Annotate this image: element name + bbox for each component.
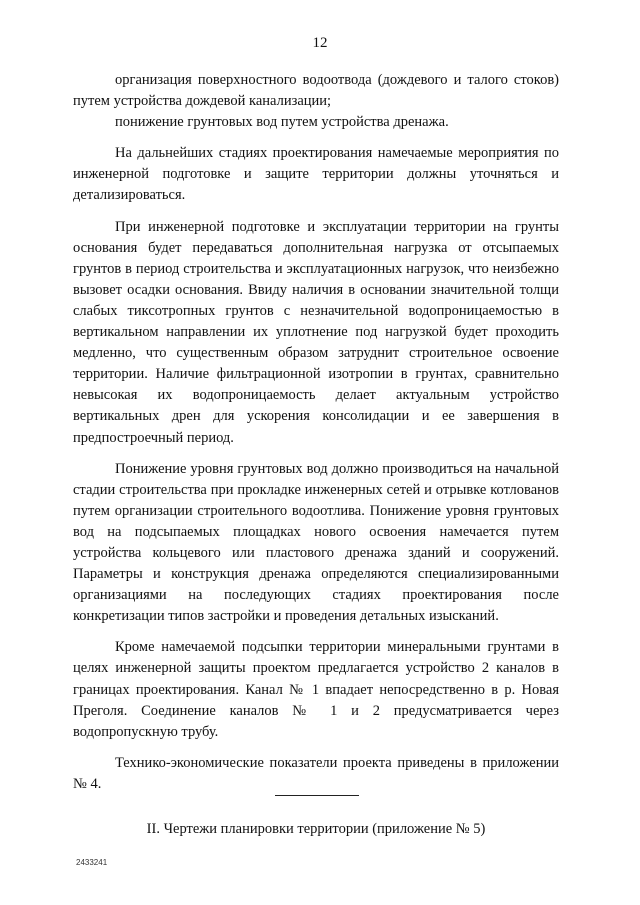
paragraph-indicators: Технико-экономические показатели проекта приведены в приложении № 4. bbox=[73, 754, 559, 792]
body-text bbox=[73, 70, 559, 839]
page-number: 12 bbox=[312, 35, 328, 51]
section-heading: II. Чертежи планировки территории (приложение № 5) bbox=[146, 821, 486, 837]
paragraph-groundwater-lowering: понижение грунтовых вод путем устройства дренажа. bbox=[115, 114, 449, 131]
paragraph-soil-load: При инженерной подготовке и эксплуатации территории на грунты основания будет передаваться дополнительная нагрузка от отсыпаемых грунтов в период строительства и эксплуатационных нагрузок, что неизбежно вызовет осадки основания. Ввиду наличия в основании значительной толщи слабых тиксотропных грунтов с незначительной водопроницаемостью в вертикальном направлении их уплотнение под нагрузкой будет проходить медленно, что существенным образом затруднит строительное освоение территории. Наличие фильтрационной изотропии в грунтах, сравнительно невысокая их водопроницаемость делает актуальным устройство вертикальных дрен для ускорения консолидации и ее завершения в предпостроечный период. bbox=[73, 218, 559, 446]
document-id: 2433241 bbox=[76, 858, 108, 867]
end-rule bbox=[275, 795, 359, 796]
paragraph-canals: Кроме намечаемой подсыпки территории минеральными грунтами в целях инженерной защиты проектом предлагается устройство 2 каналов в границах проектирования. Канал № 1 впадает непосредственно в р. Новая Преголя. Соединение каналов № 1 и 2 предусматривается через водопропускную трубу. bbox=[73, 639, 559, 740]
paragraph-further-stages: На дальнейших стадиях проектирования намечаемые мероприятия по инженерной подготовке и защите территории должны уточняться и детализироваться. bbox=[73, 145, 559, 204]
paragraph-surface-drainage: организация поверхностного водоотвода (дождевого и талого стоков) путем устройства дождевой канализации; bbox=[73, 72, 559, 110]
paragraph-water-level: Понижение уровня грунтовых вод должно производиться на начальной стадии строительства при прокладке инженерных сетей и отрывке котлованов путем организации строительного водоотлива. Понижение уровня грунтовых вод на подсыпаемых площадках нового освоения намечается путем устройства кольцевого или пластового дренажа зданий и сооружений. Параметры и конструкция дренажа определяются специализированными организациями на последующих стадиях проектирования после конкретизации типов застройки и проведения детальных изысканий. bbox=[73, 460, 559, 625]
